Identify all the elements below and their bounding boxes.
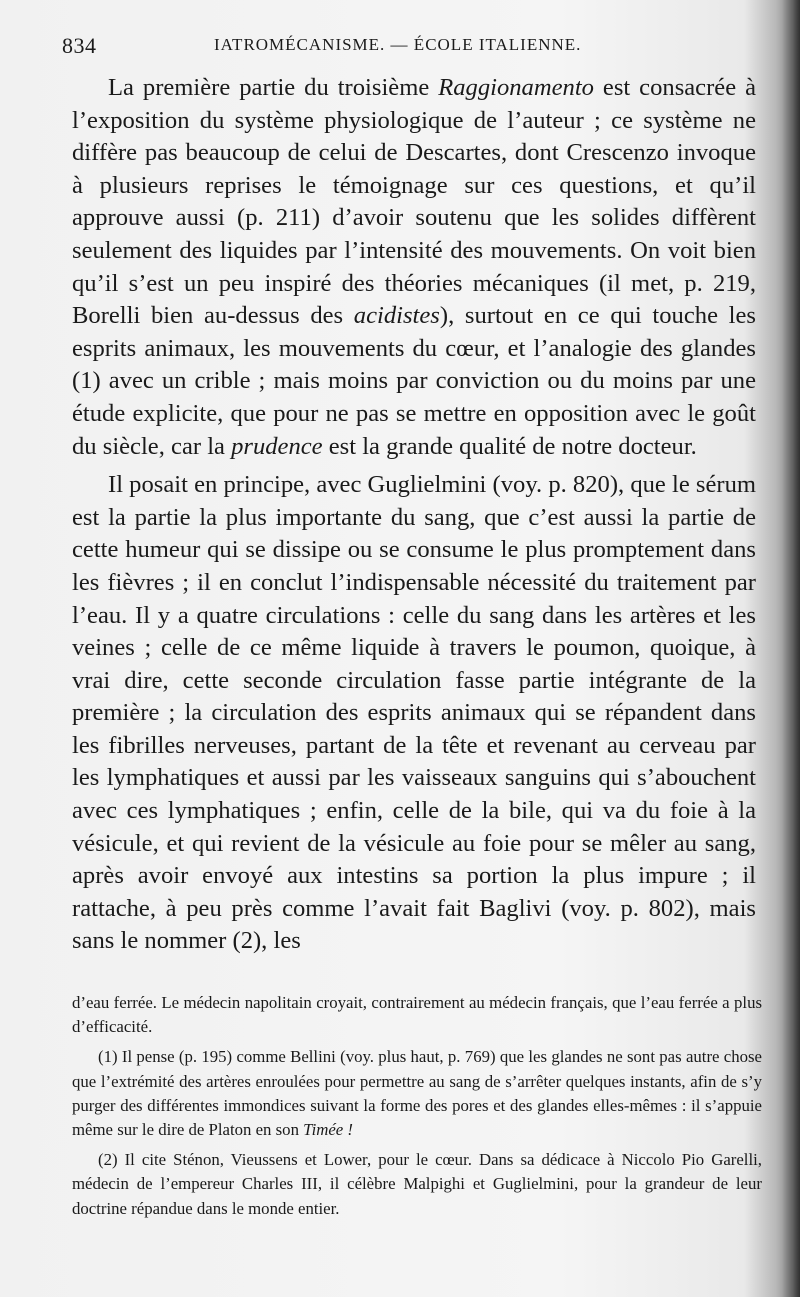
text-run: ), surtout en ce qui touche les esprits animaux, les mouvements du cœur, et l’analogie des glandes (1) avec un crible ; mais moins par conviction ou du moins par une étude explicite, que pour ne pas se mettre en opposition avec le goût du siècle, car la <box>72 302 756 460</box>
text-run: La première partie du troisième <box>108 74 439 101</box>
running-title: IATROMÉCANISME. — ÉCOLE ITALIENNE. <box>214 35 582 54</box>
text-run: Il posait en principe, avec Guglielmini (voy. p. 820), que le sérum est la partie la plus importante du sang, que c’est aussi la partie de cette humeur qui se dissipe ou se consume le plus promptement dans les fièvres ; il en conclut l’indispensable nécessité du traitement par l’eau. Il y a quatre circulations : celle du sang dans les artères et les veines ; celle de ce même liquide à travers le poumon, quoique, à vrai dire, cette seconde circulation fasse partie intégrante de la première ; la circulation des esprits animaux qui se répandent dans les fibrilles nerveuses, partant de la tête et revenant au cerveau par les lymphatiques et aussi par les vaisseaux sanguins qui s’abouchent avec ces lymphatiques ; enfin, celle de la bile, qui va du foie à la vésicule, et qui revient de la vésicule au foie pour se mêler au sang, après avoir envoyé aux intestins sa portion la plus impure ; il rattache, à peu près comme l’avait fait Baglivi (voy. p. 802), mais sans le nommer (2), les <box>72 471 756 955</box>
footnotes <box>72 991 762 1221</box>
text-run: est consacrée à l’exposition du système physiologique de l’auteur ; ce système ne diffère pas beaucoup de celui de Descartes, dont Crescenzo invoque à plusieurs reprises le témoignage sur ces questions, et qu’il approuve aussi (p. 211) d’avoir soutenu que les solides diffèrent seulement des liquides par l’intensité des mouvements. On voit bien qu’il s’est un peu inspiré des théories mécaniques (il met, p. 219, Borelli bien au-dessus des <box>72 74 756 330</box>
footnote <box>72 991 762 1039</box>
paragraph <box>72 469 756 958</box>
footnote <box>72 1148 762 1221</box>
text-run: d’eau ferrée. Le médecin napolitain croyait, contrairement au médecin français, que l’eau ferrée a plus d’efficacité. <box>72 993 762 1037</box>
page-gutter-shadow <box>782 0 800 1297</box>
text-run: (2) Il cite Sténon, Vieussens et Lower, pour le cœur. Dans sa dédicace à Niccolo Pio Garelli, médecin de l’empereur Charles III, il célèbre Malpighi et Guglielmini, pour la grandeur de leur doctrine répandue dans le monde entier. <box>72 1150 762 1218</box>
text-run: (1) Il pense (p. 195) comme Bellini (voy. plus haut, p. 769) que les glandes ne sont pas autre chose que l’extrémité des artères enroulées pour permettre au sang de s’arrêter quelques instants, afin de s’y purger des différentes immondices suivant la forme des pores et des glandes elles-mêmes : il s’appuie même sur le dire de Platon en son <box>72 1047 762 1140</box>
footnote <box>72 1045 762 1142</box>
paragraph <box>72 72 756 463</box>
main-text <box>72 72 756 958</box>
page-header <box>62 33 762 61</box>
italic-text: Timée ! <box>303 1120 354 1140</box>
page-number: 834 <box>62 33 97 58</box>
text-run: est la grande qualité de notre docteur. <box>322 432 697 460</box>
italic-text: acidistes <box>353 302 440 330</box>
italic-text: prudence <box>231 432 323 460</box>
italic-text: Raggionamento <box>438 74 594 101</box>
